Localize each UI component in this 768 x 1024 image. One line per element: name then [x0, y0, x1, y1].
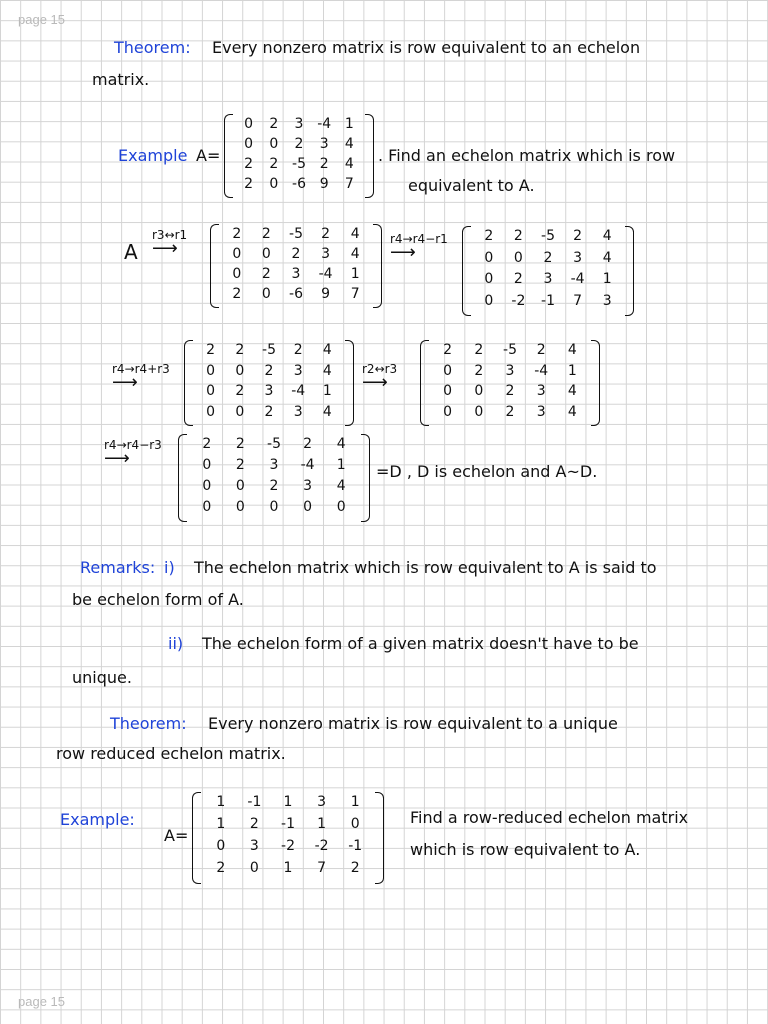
matrix-entry: 0 — [269, 136, 279, 152]
step3-operation — [112, 362, 170, 393]
matrix-entry: 3 — [293, 362, 303, 379]
matrix-entry: 4 — [350, 246, 360, 262]
matrix-entry: 2 — [202, 436, 212, 452]
matrix-entry: 3 — [573, 249, 583, 266]
arrow-icon: ⟶ — [362, 372, 388, 393]
matrix-entry: -4 — [570, 271, 585, 287]
matrix-entry: 7 — [344, 176, 354, 192]
matrix-entry: 9 — [321, 286, 331, 302]
matrix-entry: 1 — [216, 816, 226, 832]
matrix-row — [178, 478, 370, 499]
matrix-entry: 2 — [293, 342, 303, 358]
matrix-entry: 2 — [321, 226, 331, 242]
matrix-entry: 0 — [474, 403, 484, 420]
matrix-entry: 0 — [202, 499, 212, 515]
matrix-entry: 1 — [567, 362, 577, 379]
matrix-entry: 0 — [232, 246, 242, 262]
matrix-row — [192, 794, 384, 815]
matrix-entry: 2 — [269, 116, 279, 132]
remark-i-continuation: be echelon form of A. — [72, 590, 244, 609]
matrix-row — [462, 271, 634, 292]
matrix-entry: -5 — [292, 156, 306, 172]
theorem2-text: Every nonzero matrix is row equivalent to a unique — [208, 714, 618, 733]
matrix-entry: 2 — [232, 226, 242, 242]
matrix-entry: -4 — [291, 383, 306, 399]
arrow-icon: ⟶ — [112, 372, 138, 393]
matrix-entry: 4 — [567, 403, 577, 420]
matrix-entry: -4 — [318, 266, 333, 282]
step2-operation-label: r4→r4−r1 — [390, 232, 448, 246]
matrix-entry: 4 — [344, 136, 354, 152]
matrix-entry: 3 — [303, 478, 313, 494]
step5-matrix — [178, 434, 370, 522]
matrix-row — [184, 342, 354, 363]
matrix-entry: 3 — [543, 271, 553, 287]
matrix-entry: 2 — [573, 228, 583, 244]
step2-operation — [390, 232, 448, 263]
matrix-entry: -2 — [281, 838, 295, 854]
matrix-entry: -5 — [289, 226, 303, 242]
matrix-entry: 2 — [303, 436, 313, 452]
matrix-entry: 1 — [322, 383, 332, 399]
matrix-entry: -2 — [314, 838, 329, 854]
matrix-entry: -1 — [247, 794, 262, 810]
matrix-entry: 0 — [244, 136, 254, 152]
matrix-row — [420, 342, 600, 363]
step3-matrix — [184, 340, 354, 426]
matrix-entry: 1 — [283, 860, 293, 876]
matrix-entry: 2 — [474, 362, 484, 379]
matrix-row — [210, 266, 382, 287]
matrix-row — [462, 250, 634, 271]
matrix-entry: 0 — [249, 860, 259, 876]
example1-label: Example — [118, 146, 188, 165]
matrix-entry: 2 — [244, 176, 254, 192]
step5-operation-label: r4→r4−r3 — [104, 438, 162, 452]
matrix-entry: 0 — [235, 403, 245, 420]
matrix-entry: 1 — [216, 794, 226, 810]
matrix-entry: 3 — [264, 383, 274, 399]
matrix-entry: -6 — [292, 176, 306, 192]
matrix-entry: 2 — [543, 249, 553, 266]
matrix-entry: -1 — [541, 292, 555, 309]
matrix-entry: 2 — [216, 860, 226, 876]
matrix-entry: 4 — [322, 342, 332, 358]
matrix-row — [224, 116, 374, 137]
matrix-row — [210, 286, 382, 307]
matrix-entry: 4 — [344, 156, 354, 172]
matrix-row — [192, 860, 384, 881]
remark-ii-marker: ii) — [168, 634, 184, 653]
matrix-entry: -1 — [348, 838, 363, 854]
matrix-entry: 0 — [261, 246, 271, 262]
matrix-row — [178, 436, 370, 457]
matrix-entry: -1 — [281, 816, 295, 832]
step4-operation-label: r2↔r3 — [362, 362, 398, 376]
matrix-entry: 3 — [293, 403, 303, 420]
example1-a-equals: A= — [196, 146, 221, 165]
matrix-entry: 0 — [244, 116, 254, 132]
step1-operation-label: r3↔r1 — [152, 228, 188, 242]
matrix-entry: 0 — [235, 499, 245, 515]
step4-operation — [362, 362, 398, 393]
matrix-entry: 0 — [206, 383, 216, 399]
matrix-entry: 3 — [269, 457, 279, 473]
step1-operation — [152, 228, 188, 259]
matrix-entry: 0 — [513, 249, 523, 266]
arrow-icon: ⟶ — [104, 448, 130, 469]
matrix-entry: 2 — [291, 246, 301, 262]
matrix-entry: 3 — [505, 362, 515, 379]
matrix-row — [210, 246, 382, 267]
matrix-entry: 2 — [264, 362, 274, 379]
matrix-row — [178, 457, 370, 478]
matrix-entry: 3 — [602, 292, 612, 309]
matrix-entry: 3 — [536, 403, 546, 420]
example1-task-line1: . Find an echelon matrix which is row — [378, 146, 676, 165]
matrix-entry: -5 — [541, 228, 555, 244]
matrix-entry: 0 — [216, 838, 226, 854]
matrix-entry: 2 — [232, 286, 242, 302]
remark-ii-text: The echelon form of a given matrix doesn't have to be — [202, 634, 639, 653]
matrix-entry: -4 — [534, 362, 549, 379]
matrix-entry: 2 — [536, 342, 546, 358]
matrix-entry: 0 — [350, 816, 360, 832]
matrix-entry: 2 — [513, 271, 523, 287]
matrix-entry: 2 — [235, 457, 245, 473]
matrix-row — [462, 228, 634, 249]
matrix-entry: 0 — [232, 266, 242, 282]
matrix-row — [192, 838, 384, 859]
matrix-entry: 4 — [567, 342, 577, 358]
matrix-entry: 4 — [602, 249, 612, 266]
matrix-entry: 0 — [202, 478, 212, 494]
matrix-entry: 2 — [235, 342, 245, 358]
matrix-row — [420, 404, 600, 425]
matrix-entry: 3 — [536, 383, 546, 399]
matrix-entry: 1 — [602, 271, 612, 287]
matrix-row — [184, 404, 354, 425]
remarks-heading: Remarks: — [80, 558, 156, 577]
matrix-row — [192, 816, 384, 837]
matrix-entry: 4 — [602, 228, 612, 244]
start-matrix-A: A — [124, 240, 138, 264]
matrix-entry: 0 — [269, 499, 279, 515]
remark-i-marker: i) — [164, 558, 175, 577]
matrix-entry: 0 — [235, 478, 245, 494]
matrix-entry: 0 — [443, 403, 453, 420]
matrix-entry: 0 — [443, 362, 453, 379]
step1-matrix — [210, 224, 382, 308]
matrix-row — [420, 383, 600, 404]
matrix-entry: 3 — [317, 794, 327, 810]
example2-label: Example: — [60, 810, 135, 829]
matrix-entry: 1 — [350, 266, 360, 282]
example2-matrix — [192, 792, 384, 884]
matrix-entry: 4 — [322, 403, 332, 420]
matrix-entry: 1 — [317, 816, 327, 832]
matrix-entry: 0 — [474, 383, 484, 399]
matrix-entry: 3 — [249, 838, 259, 854]
matrix-entry: 2 — [206, 342, 216, 358]
matrix-entry: 3 — [319, 136, 329, 152]
matrix-entry: 2 — [443, 342, 453, 358]
matrix-entry: -5 — [267, 436, 281, 452]
matrix-entry: 2 — [505, 383, 515, 399]
matrix-entry: 4 — [336, 478, 346, 494]
matrix-entry: -4 — [317, 116, 332, 132]
matrix-entry: 2 — [269, 156, 279, 172]
matrix-row — [224, 136, 374, 157]
matrix-entry: 0 — [235, 362, 245, 379]
example1-task-line2: equivalent to A. — [408, 176, 535, 195]
example2-a-equals: A= — [164, 826, 189, 845]
matrix-entry: 0 — [484, 292, 494, 309]
matrix-entry: 0 — [303, 499, 313, 515]
remark-ii-continuation: unique. — [72, 668, 132, 687]
matrix-entry: 2 — [244, 156, 254, 172]
matrix-entry: 2 — [513, 228, 523, 244]
matrix-entry: 4 — [567, 383, 577, 399]
matrix-entry: 7 — [573, 292, 583, 309]
matrix-row — [462, 293, 634, 314]
matrix-entry: 9 — [319, 176, 329, 192]
matrix-entry: 2 — [261, 226, 271, 242]
page-label-top: page 15 — [18, 12, 65, 27]
matrix-entry: 1 — [344, 116, 354, 132]
matrix-entry: -2 — [511, 292, 526, 309]
matrix-row — [184, 383, 354, 404]
matrix-entry: 2 — [294, 136, 304, 152]
matrix-entry: 7 — [317, 860, 327, 876]
matrix-entry: 0 — [261, 286, 271, 302]
remark-i-text: The echelon matrix which is row equivalent to A is said to — [194, 558, 657, 577]
matrix-entry: 4 — [350, 226, 360, 242]
arrow-icon: ⟶ — [390, 242, 416, 263]
page-label-bottom: page 15 — [18, 994, 65, 1009]
matrix-entry: 1 — [283, 794, 293, 810]
matrix-row — [420, 363, 600, 384]
matrix-entry: 2 — [261, 266, 271, 282]
step5-operation — [104, 438, 162, 469]
matrix-row — [210, 226, 382, 247]
example1-matrix — [224, 114, 374, 198]
theorem2-continuation: row reduced echelon matrix. — [56, 744, 286, 763]
matrix-entry: 2 — [484, 228, 494, 244]
theorem1-text: Every nonzero matrix is row equivalent to an echelon — [212, 38, 641, 57]
matrix-entry: 2 — [235, 436, 245, 452]
matrix-entry: 7 — [350, 286, 360, 302]
echelon-conclusion: =D , D is echelon and A~D. — [376, 462, 598, 481]
step2-matrix — [462, 226, 634, 316]
matrix-entry: 1 — [336, 457, 346, 473]
matrix-entry: 4 — [322, 362, 332, 379]
matrix-entry: -6 — [289, 286, 303, 302]
matrix-entry: 0 — [269, 176, 279, 192]
example2-task-line2: which is row equivalent to A. — [410, 840, 641, 859]
matrix-entry: -5 — [503, 342, 517, 358]
theorem1-heading: Theorem: — [114, 38, 191, 57]
matrix-entry: 0 — [206, 362, 216, 379]
matrix-entry: 2 — [350, 860, 360, 876]
matrix-entry: 2 — [319, 156, 329, 172]
matrix-entry: 0 — [206, 403, 216, 420]
matrix-row — [224, 156, 374, 177]
matrix-entry: 2 — [264, 403, 274, 420]
matrix-entry: 3 — [294, 116, 304, 132]
matrix-entry: -5 — [262, 342, 276, 358]
matrix-entry: 4 — [336, 436, 346, 452]
matrix-entry: 0 — [336, 499, 346, 515]
theorem2-heading: Theorem: — [110, 714, 187, 733]
example2-task-line1: Find a row-reduced echelon matrix — [410, 808, 689, 827]
matrix-row — [224, 176, 374, 197]
matrix-entry: 1 — [350, 794, 360, 810]
matrix-entry: 0 — [202, 457, 212, 473]
matrix-entry: 2 — [474, 342, 484, 358]
matrix-entry: 3 — [291, 266, 301, 282]
theorem1-continuation: matrix. — [92, 70, 150, 89]
step4-matrix — [420, 340, 600, 426]
matrix-row — [184, 363, 354, 384]
matrix-entry: 2 — [249, 816, 259, 832]
matrix-entry: 0 — [443, 383, 453, 399]
arrow-icon: ⟶ — [152, 238, 178, 259]
matrix-row — [178, 499, 370, 520]
matrix-entry: 0 — [484, 249, 494, 266]
matrix-entry: 2 — [269, 478, 279, 494]
matrix-entry: 3 — [321, 246, 331, 262]
matrix-entry: 0 — [484, 271, 494, 287]
step3-operation-label: r4→r4+r3 — [112, 362, 170, 376]
matrix-entry: -4 — [300, 457, 315, 473]
matrix-entry: 2 — [235, 383, 245, 399]
matrix-entry: 2 — [505, 403, 515, 420]
